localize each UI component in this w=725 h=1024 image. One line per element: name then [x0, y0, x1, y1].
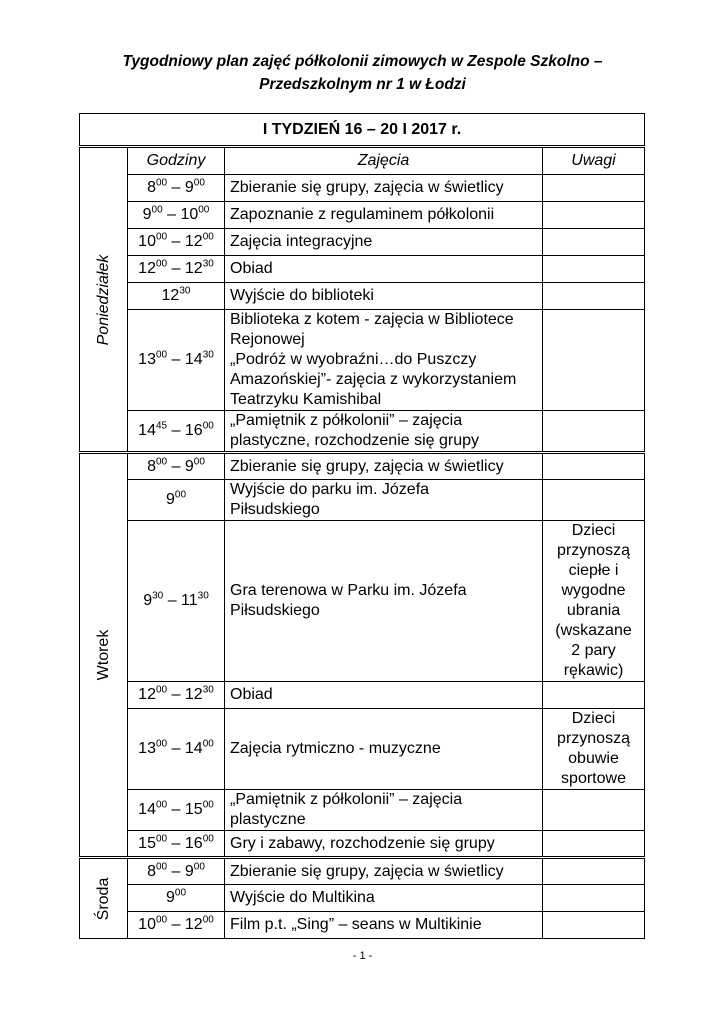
- table-row: [80, 790, 645, 831]
- activity-cell: Gra terenowa w Parku im. Józefa Piłsudskiego: [225, 521, 543, 682]
- time-cell: $9^{00}$: [128, 885, 225, 912]
- time-cell: $10^{00} - 12^{00}$: [128, 912, 225, 939]
- note-cell: [543, 411, 645, 453]
- title-line-1: Tygodniowy plan zajęć półkolonii zimowych w Zespole Szkolno –: [122, 53, 603, 70]
- note-cell: [543, 858, 645, 885]
- table-row: [80, 912, 645, 939]
- activity-cell: „Pamiętnik z półkolonii” – zajęcia plastyczne, rozchodzenie się grupy: [225, 411, 543, 453]
- activity-cell: „Pamiętnik z półkolonii” – zajęcia plastyczne: [225, 790, 543, 831]
- time-cell: $12^{30}$: [128, 283, 225, 310]
- activity-cell: Film p.t. „Sing” – seans w Multikinie: [225, 912, 543, 939]
- time-cell: $9^{00}$: [128, 480, 225, 521]
- time-cell: $15^{00} - 16^{00}$: [128, 831, 225, 858]
- note-cell: [543, 175, 645, 202]
- header-notes: Uwagi: [543, 147, 645, 175]
- time-cell: $8^{00} - 9^{00}$: [128, 453, 225, 480]
- time-cell: $14^{00} - 15^{00}$: [128, 790, 225, 831]
- time-cell: $13^{00} - 14^{30}$: [128, 310, 225, 411]
- activity-cell: Zapoznanie z regulaminem półkolonii: [225, 202, 543, 229]
- note-cell: [543, 256, 645, 283]
- day-label-cell: [80, 453, 128, 858]
- note-cell: [543, 885, 645, 912]
- day-label: Wtorek: [94, 629, 112, 681]
- activity-cell: Zajęcia integracyjne: [225, 229, 543, 256]
- table-row: [80, 256, 645, 283]
- time-cell: $8^{00} - 9^{00}$: [128, 858, 225, 885]
- column-header-row: [80, 147, 645, 175]
- note-cell: [543, 912, 645, 939]
- week-header-row: [80, 114, 645, 147]
- day-label-cell: [80, 858, 128, 939]
- table-row: [80, 682, 645, 709]
- activity-cell: Obiad: [225, 256, 543, 283]
- note-cell: Dzieci przynoszą obuwie sportowe: [543, 709, 645, 790]
- table-row: [80, 411, 645, 453]
- activity-cell: Wyjście do Multikina: [225, 885, 543, 912]
- page-number: - 1 -: [352, 950, 373, 962]
- table-row: [80, 202, 645, 229]
- note-cell: [543, 790, 645, 831]
- time-cell: $12^{00} - 12^{30}$: [128, 256, 225, 283]
- day-label-cell: [80, 147, 128, 453]
- day-monday: [80, 147, 645, 453]
- note-cell: [543, 831, 645, 858]
- time-cell: $10^{00} - 12^{00}$: [128, 229, 225, 256]
- note-cell: [543, 229, 645, 256]
- activity-cell: Wyjście do parku im. Józefa Piłsudskiego: [225, 480, 543, 521]
- table-row: [80, 858, 645, 885]
- note-cell: [543, 202, 645, 229]
- table-row: [80, 709, 645, 790]
- note-cell: [543, 283, 645, 310]
- activity-cell: Zbieranie się grupy, zajęcia w świetlicy: [225, 453, 543, 480]
- week-title: I TYDZIEŃ 16 – 20 I 2017 r.: [80, 114, 645, 147]
- table-row: [80, 453, 645, 480]
- note-cell: [543, 310, 645, 411]
- table-row: [80, 175, 645, 202]
- time-cell: $12^{00} - 12^{30}$: [128, 682, 225, 709]
- note-cell: [543, 480, 645, 521]
- note-cell: [543, 453, 645, 480]
- activity-cell: Zajęcia rytmiczno - muzyczne: [225, 709, 543, 790]
- header-activity: Zajęcia: [225, 147, 543, 175]
- document-title: [60, 50, 665, 96]
- activity-cell: Obiad: [225, 682, 543, 709]
- table-row: [80, 831, 645, 858]
- table-row: [80, 310, 645, 411]
- time-cell: $14^{45} - 16^{00}$: [128, 411, 225, 453]
- title-line-2: Przedszkolnym nr 1 w Łodzi: [259, 76, 466, 93]
- day-wednesday: [80, 858, 645, 939]
- activity-cell: Zbieranie się grupy, zajęcia w świetlicy: [225, 858, 543, 885]
- day-tuesday: [80, 453, 645, 858]
- time-cell: $13^{00} - 14^{00}$: [128, 709, 225, 790]
- day-label: Poniedziałek: [94, 254, 112, 345]
- table-row: [80, 283, 645, 310]
- day-label: Środa: [94, 877, 112, 920]
- time-cell: $9^{30} - 11^{30}$: [128, 521, 225, 682]
- time-cell: $9^{00} - 10^{00}$: [128, 202, 225, 229]
- activity-cell: Zbieranie się grupy, zajęcia w świetlicy: [225, 175, 543, 202]
- note-cell: [543, 682, 645, 709]
- time-cell: $8^{00} - 9^{00}$: [128, 175, 225, 202]
- activity-cell: Wyjście do biblioteki: [225, 283, 543, 310]
- note-cell: Dzieci przynoszą ciepłe i wygodne ubrania (wskazane 2 pary rękawic): [543, 521, 645, 682]
- table-row: [80, 229, 645, 256]
- table-row: [80, 521, 645, 682]
- schedule-table: [79, 113, 645, 939]
- table-row: [80, 480, 645, 521]
- activity-cell: Gry i zabawy, rozchodzenie się grupy: [225, 831, 543, 858]
- header-time: Godziny: [128, 147, 225, 175]
- table-row: [80, 885, 645, 912]
- activity-cell: Biblioteka z kotem - zajęcia w Bibliotece Rejonowej „Podróż w wyobraźni…do Puszczy Amazońskiej”- zajęcia z wykorzystaniem Teatrzyku Kamishibal: [225, 310, 543, 411]
